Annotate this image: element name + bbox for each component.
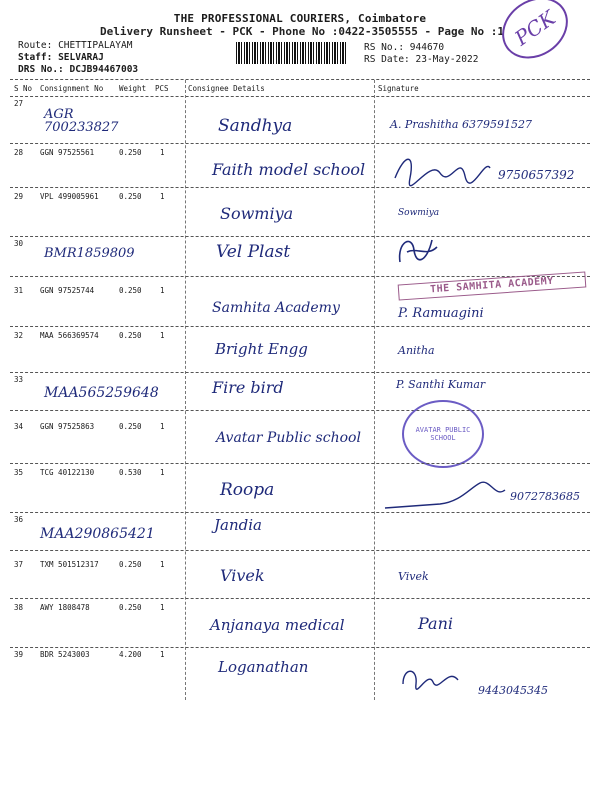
row-divider [10, 236, 590, 237]
row-sno: 32 [14, 331, 24, 340]
row-pcs: 1 [160, 650, 165, 659]
route-label: Route: [18, 40, 53, 51]
row-divider [10, 512, 590, 513]
row-divider [10, 598, 590, 599]
row-sno: 28 [14, 148, 24, 157]
school-seal-text: AVATAR PUBLIC SCHOOL [415, 426, 471, 442]
signature: Vivek [398, 570, 429, 583]
col-header-weight: Weight [119, 84, 147, 93]
consignee-name: Bright Engg [215, 340, 308, 358]
signature: 9750657392 [498, 168, 575, 182]
row-sno: 37 [14, 560, 24, 569]
row-weight: 0.250 [119, 148, 142, 157]
row-weight: 0.250 [119, 603, 142, 612]
signature: 9072783685 [510, 490, 580, 503]
row-pcs: 1 [160, 286, 165, 295]
staff-value: SELVARAJ [58, 52, 104, 63]
row-pcs: 1 [160, 148, 165, 157]
rs-date-value: 23-May-2022 [415, 54, 479, 65]
consignee-name: Sandhya [218, 116, 293, 136]
table-header-rule [10, 96, 590, 97]
signature: A. Prashitha 6379591527 [390, 118, 532, 131]
rs-no-line [364, 42, 444, 53]
route-line [18, 40, 132, 51]
row-pcs: 1 [160, 331, 165, 340]
drs-value: DCJB94467003 [69, 64, 139, 75]
page-subtitle: Delivery Runsheet - PCK - Phone No :0422-3505555 - Page No :1 [100, 25, 504, 38]
handwritten-consignment: MAA565259648 [44, 385, 159, 401]
rs-no-label: RS No.: [364, 42, 405, 53]
staff-line [18, 52, 104, 63]
row-pcs: 1 [160, 560, 165, 569]
consignee-name: Samhita Academy [212, 300, 340, 316]
rs-date-line [364, 54, 478, 65]
drs-line [18, 64, 138, 75]
row-consignment: BDR 5243003 [40, 650, 90, 659]
row-divider [10, 143, 590, 144]
consignee-name: Jandia [214, 516, 262, 534]
row-sno: 27 [14, 99, 24, 108]
row-consignment: TXM 501512317 [40, 560, 99, 569]
consignee-name: Loganathan [218, 658, 309, 676]
consignee-name: Avatar Public school [216, 430, 361, 446]
row-divider [10, 372, 590, 373]
row-sno: 36 [14, 515, 24, 524]
row-pcs: 1 [160, 422, 165, 431]
col-header-pcs: PCS [155, 84, 169, 93]
signature: Sowmiya [398, 208, 440, 218]
handwritten-consignment: BMR1859809 [44, 246, 135, 261]
consignee-name: Vivek [220, 566, 265, 585]
column-divider [185, 80, 186, 700]
row-weight: 4.200 [119, 650, 142, 659]
consignee-name: Roopa [220, 480, 275, 500]
column-divider [374, 80, 375, 700]
row-weight: 0.250 [119, 560, 142, 569]
row-weight: 0.250 [119, 331, 142, 340]
signature: Anitha [398, 344, 435, 357]
drs-label: DRS No.: [18, 64, 64, 75]
barcode-image [236, 42, 348, 64]
consignee-name: Fire bird [212, 378, 284, 397]
signature-scribble [380, 478, 510, 514]
row-weight: 0.530 [119, 468, 142, 477]
row-divider [10, 647, 590, 648]
row-consignment: GGN 97525561 [40, 148, 95, 157]
row-sno: 34 [14, 422, 24, 431]
col-header-consignee: Consignee Details [188, 84, 265, 93]
row-sno: 29 [14, 192, 24, 201]
row-consignment: VPL 499005961 [40, 192, 99, 201]
row-consignment: GGN 97525863 [40, 422, 95, 431]
route-value: CHETTIPALAYAM [58, 40, 133, 51]
col-header-signature: Signature [378, 84, 419, 93]
handwritten-consignment: AGR 700233827 [44, 107, 119, 135]
row-sno: 39 [14, 650, 24, 659]
academy-stamp: THE SAMHITA ACADEMY [398, 271, 587, 300]
signature: P. Ramuagini [398, 306, 484, 321]
row-sno: 33 [14, 375, 24, 384]
rs-no-value: 944670 [409, 42, 445, 53]
row-divider [10, 187, 590, 188]
row-consignment: GGN 97525744 [40, 286, 95, 295]
signature-scribble [390, 148, 495, 188]
row-sno: 38 [14, 603, 24, 612]
row-divider [10, 326, 590, 327]
signature: P. Santhi Kumar [396, 378, 486, 391]
consignee-name: Faith model school [212, 160, 366, 179]
row-divider [10, 463, 590, 464]
consignee-name: Vel Plast [216, 242, 291, 262]
row-consignment: AWY 1808478 [40, 603, 90, 612]
row-divider [10, 410, 590, 411]
signature: Pani [418, 614, 454, 633]
signature: 9443045345 [478, 684, 548, 697]
row-pcs: 1 [160, 603, 165, 612]
col-header-sno: S No [14, 84, 33, 93]
row-pcs: 1 [160, 468, 165, 477]
consignee-name: Sowmiya [220, 204, 294, 223]
page-title: THE PROFESSIONAL COURIERS, Coimbatore [173, 12, 427, 25]
row-pcs: 1 [160, 192, 165, 201]
row-sno: 30 [14, 239, 24, 248]
row-weight: 0.250 [119, 286, 142, 295]
school-seal [402, 400, 484, 468]
row-weight: 0.250 [119, 422, 142, 431]
row-sno: 31 [14, 286, 24, 295]
signature-scribble [398, 662, 468, 692]
row-weight: 0.250 [119, 192, 142, 201]
col-header-consignment: Consignment No [40, 84, 104, 93]
staff-label: Staff: [18, 52, 53, 63]
consignee-name: Anjanaya medical [210, 616, 345, 634]
row-consignment: MAA 566369574 [40, 331, 99, 340]
signature-scribble [392, 232, 442, 268]
table-top-rule [10, 79, 590, 80]
pck-stamp: PCK [490, 0, 579, 71]
row-consignment: TCG 40122130 [40, 468, 95, 477]
rs-date-label: RS Date: [364, 54, 410, 65]
row-sno: 35 [14, 468, 24, 477]
handwritten-consignment: MAA290865421 [40, 526, 155, 542]
row-divider [10, 550, 590, 551]
